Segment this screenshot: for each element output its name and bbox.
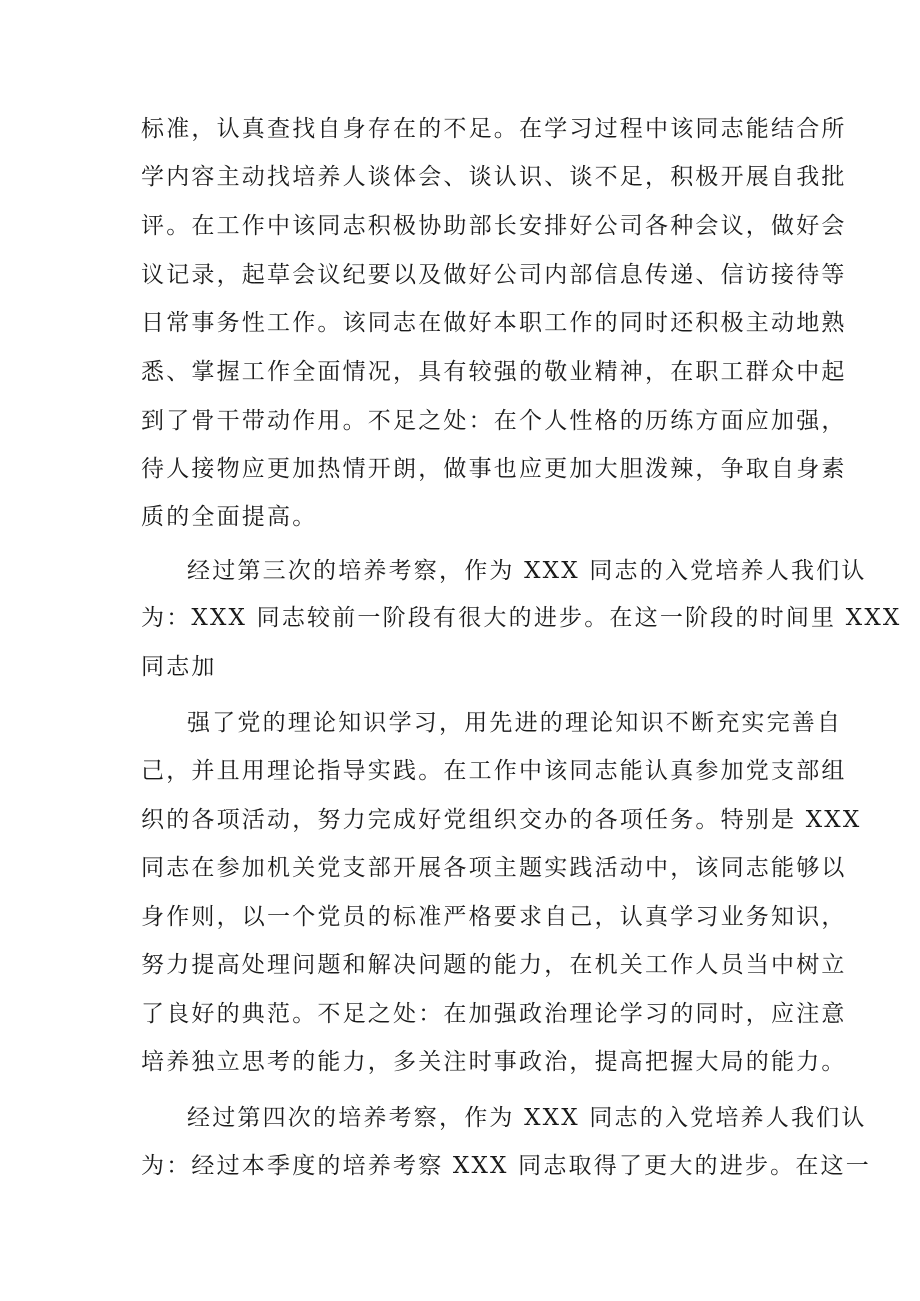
text-line: 质的全面提高。 <box>141 504 318 530</box>
text-line: 强了党的理论知识学习，用先进的理论知识不断充实完善自 <box>187 710 843 736</box>
text-line: 经过第三次的培养考察，作为 XXX 同志的入党培养人我们认 <box>187 558 867 584</box>
text-line: 同志在参加机关党支部开展各项主题实践活动中，该同志能够以 <box>141 855 847 881</box>
text-line: 标准，认真查找自身存在的不足。在学习过程中该同志能结合所 <box>141 116 847 142</box>
text-line: 悉、掌握工作全面情况，具有较强的敬业精神，在职工群众中起 <box>141 359 847 385</box>
text-line: 待人接物应更加热情开朗，做事也应更加大胆泼辣，争取自身素 <box>141 456 847 482</box>
text-line: 到了骨干带动作用。不足之处：在个人性格的历练方面应加强， <box>141 408 847 434</box>
text-line: 织的各项活动，努力完成好党组织交办的各项任务。特别是 XXX <box>141 807 862 833</box>
text-line: 为：经过本季度的培养考察 XXX 同志取得了更大的进步。在这一 <box>141 1153 871 1179</box>
text-line: 培养独立思考的能力，多关注时事政治，提高把握大局的能力。 <box>141 1049 847 1075</box>
text-line: 己，并且用理论指导实践。在工作中该同志能认真参加党支部组 <box>141 758 847 784</box>
text-line: 同志加 <box>141 654 217 680</box>
text-line: 议记录，起草会议纪要以及做好公司内部信息传递、信访接待等 <box>141 262 847 288</box>
text-line: 了良好的典范。不足之处：在加强政治理论学习的同时，应注意 <box>141 1001 847 1027</box>
text-line: 学内容主动找培养人谈体会、谈认识、谈不足，积极开展自我批 <box>141 164 847 190</box>
text-line: 经过第四次的培养考察，作为 XXX 同志的入党培养人我们认 <box>187 1105 867 1131</box>
text-line: 身作则，以一个党员的标准严格要求自己，认真学习业务知识， <box>141 904 847 930</box>
text-line: 日常事务性工作。该同志在做好本职工作的同时还积极主动地熟 <box>141 310 847 336</box>
text-line: 努力提高处理问题和解决问题的能力，在机关工作人员当中树立 <box>141 952 847 978</box>
text-line: 为：XXX 同志较前一阶段有很大的进步。在这一阶段的时间里 XXX <box>141 605 902 631</box>
text-line: 评。在工作中该同志积极协助部长安排好公司各种会议，做好会 <box>141 213 847 239</box>
